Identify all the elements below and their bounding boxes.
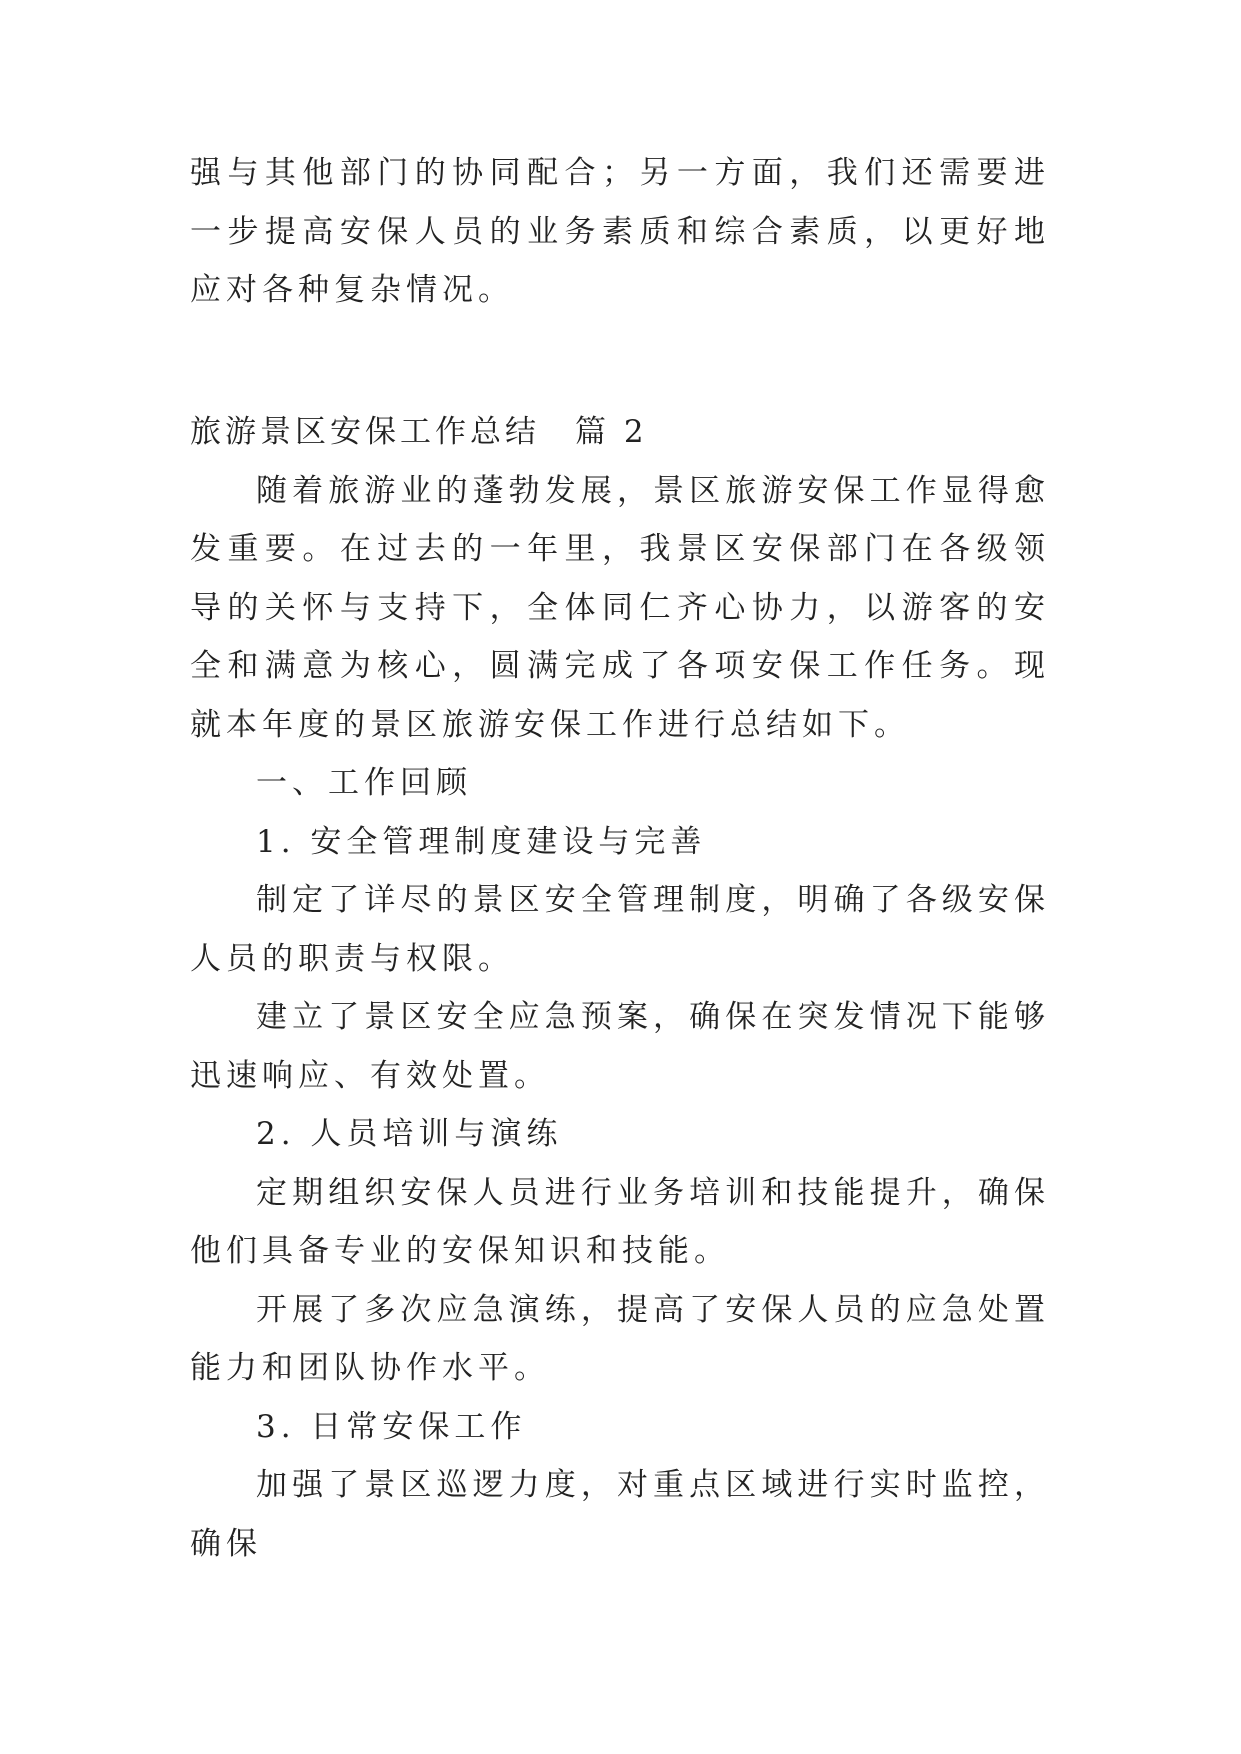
continuation-block (190, 144, 1050, 320)
paragraph-drills: 开展了多次应急演练，提高了安保人员的应急处置能力和团队协作水平。 (190, 1291, 1050, 1386)
subheading-training: 2. 人员培训与演练 (256, 1116, 563, 1152)
heading-work-review: 一、工作回顾 (256, 765, 472, 801)
intro-paragraph: 随着旅游业的蓬勃发展，景区旅游安保工作显得愈发重要。在过去的一年里，我景区安保部门在各级领导的关怀与支持下，全体同仁齐心协力，以游客的安全和满意为核心，圆满完成了各项安保工作任务。现就本年度的景区旅游安保工作进行总结如下。 (190, 472, 1050, 743)
paragraph-emergency-plan: 建立了景区安全应急预案，确保在突发情况下能够迅速响应、有效处置。 (190, 999, 1050, 1094)
subheading-safety-management: 1. 安全管理制度建设与完善 (256, 823, 707, 860)
section-title-suffix: 篇 2 (575, 414, 648, 450)
section-title-text: 旅游景区安保工作总结 (190, 414, 540, 450)
continuation-paragraph: 强与其他部门的协同配合；另一方面，我们还需要进一步提高安保人员的业务素质和综合素质，以更好地应对各种复杂情况。 (190, 155, 1050, 308)
paragraph-patrol: 加强了景区巡逻力度，对重点区域进行实时监控，确保 (190, 1467, 1050, 1562)
paragraph-training: 定期组织安保人员进行业务培训和技能提升，确保他们具备专业的安保知识和技能。 (190, 1174, 1050, 1269)
section-title (190, 403, 1050, 462)
subheading-daily-security: 3. 日常安保工作 (256, 1408, 527, 1445)
paragraph-management-system: 制定了详尽的景区安全管理制度，明确了各级安保人员的职责与权限。 (190, 882, 1050, 977)
section-2 (190, 403, 1050, 1573)
